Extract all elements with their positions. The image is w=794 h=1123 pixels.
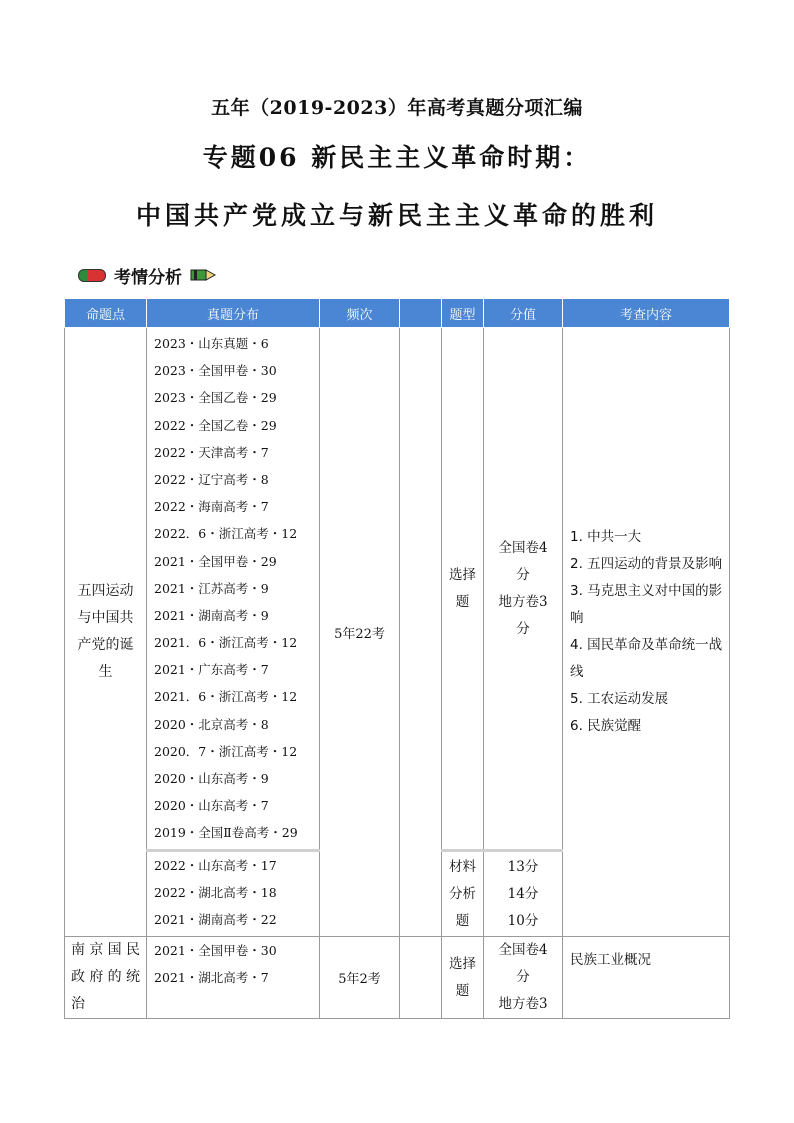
list-item: 2021・江苏高考・9 [154,580,269,596]
col-header-frequency: 频次 [320,299,400,328]
type-line: 分析 [449,885,476,902]
score-line: 地方卷3 [498,593,548,610]
list-item: 2022・全国乙卷・29 [154,417,277,433]
list-item: 2. 五四运动的背景及影响 [570,556,723,572]
col-header-sources: 真题分布 [147,299,320,328]
score-line: 分 [516,969,530,985]
list-item: 2021・全国甲卷・29 [154,553,277,569]
type-line: 材料 [449,858,476,875]
list-item: 2021・湖南高考・22 [154,912,277,928]
score-line: 10分 [507,912,539,929]
list-item: 2022．6・浙江高考・12 [154,526,298,542]
material-sources-cell [147,851,320,937]
score-line: 地方卷3 [498,996,548,1012]
content-cell: 民族工业概况 [563,937,730,1019]
type-line: 题 [455,982,470,999]
list-item: 2023・全国甲卷・30 [154,363,277,379]
list-item: 1. 中共一大 [570,529,642,545]
blank-cell [400,937,442,1019]
table-row [65,328,730,851]
question-type-cell [442,851,484,937]
frequency-cell: 5年22考 [320,328,400,937]
list-item: 2022・海南高考・7 [154,499,269,515]
list-item: 2021・广东高考・7 [154,662,269,678]
sources-cell [147,937,320,1019]
frequency-cell: 5年2考 [320,937,400,1019]
score-cell [484,851,563,937]
type-line: 题 [455,593,470,610]
score-line: 分 [516,620,530,637]
section-header [78,262,216,288]
list-item: 2021・湖北高考・7 [154,970,269,986]
exam-analysis-table [64,298,730,1019]
list-item: 2021・全国甲卷・30 [154,943,277,958]
list-item: 2021・湖南高考・9 [154,607,269,623]
list-item: 2020・北京高考・8 [154,716,269,732]
list-item: 2022・天津高考・7 [154,444,269,460]
col-header-content: 考查内容 [563,299,730,328]
list-item: 2023・全国乙卷・29 [154,390,277,406]
content-cell [563,328,730,937]
list-item: 4. 国民革命及革命统一战线 [570,637,723,680]
list-item: 2020・山东高考・9 [154,771,269,786]
col-header-topic: 命题点 [65,299,147,328]
type-line: 选择 [449,566,476,583]
topic-cell: 南京国民政府的统治 [65,937,147,1019]
pencil-icon [78,269,106,282]
list-item: 2022・辽宁高考・8 [154,471,269,487]
col-header-type: 题型 [442,299,484,328]
list-item: 2019・全国Ⅱ卷高考・29 [154,825,298,841]
list-item: 2022・山东高考・17 [154,858,277,873]
score-line: 13分 [507,858,539,875]
score-line: 分 [516,566,530,583]
score-cell [484,937,563,1019]
type-line: 题 [455,912,470,929]
list-item: 2022・湖北高考・18 [154,885,277,901]
col-header-score: 分值 [484,299,563,328]
topic-cell: 五四运动与中国共产党的诞生 [65,328,147,937]
score-line: 全国卷4 [498,539,548,556]
table-header-row [65,299,730,328]
list-item: 6. 民族觉醒 [570,718,642,734]
choice-sources-cell [147,328,320,851]
list-item: 2020．7・浙江高考・12 [154,743,298,759]
document-title: 五年（2019-2023）年高考真题分项汇编 [211,97,583,119]
col-header-blank [400,299,442,328]
blank-cell [400,328,442,937]
score-line: 全国卷4 [498,942,548,958]
section-label: 考情分析 [114,267,182,288]
list-item: 2023・山东真题・6 [154,336,269,351]
list-item: 5. 工农运动发展 [570,691,669,707]
topic-subtitle: 中国共产党成立与新民主主义革命的胜利 [135,201,658,230]
pencil-icon [190,268,216,282]
question-type-cell [442,937,484,1019]
table-row [65,937,730,1019]
score-cell [484,328,563,851]
list-item: 2021．6・浙江高考・12 [154,689,298,705]
list-item: 2021．6・浙江高考・12 [154,635,298,651]
list-item: 2020・山东高考・7 [154,798,269,814]
question-type-cell [442,328,484,851]
type-line: 选择 [449,955,476,972]
topic-title: 专题06 新民主主义革命时期： [202,143,592,172]
list-item: 3. 马克思主义对中国的影响 [570,583,723,626]
score-line: 14分 [507,885,539,902]
